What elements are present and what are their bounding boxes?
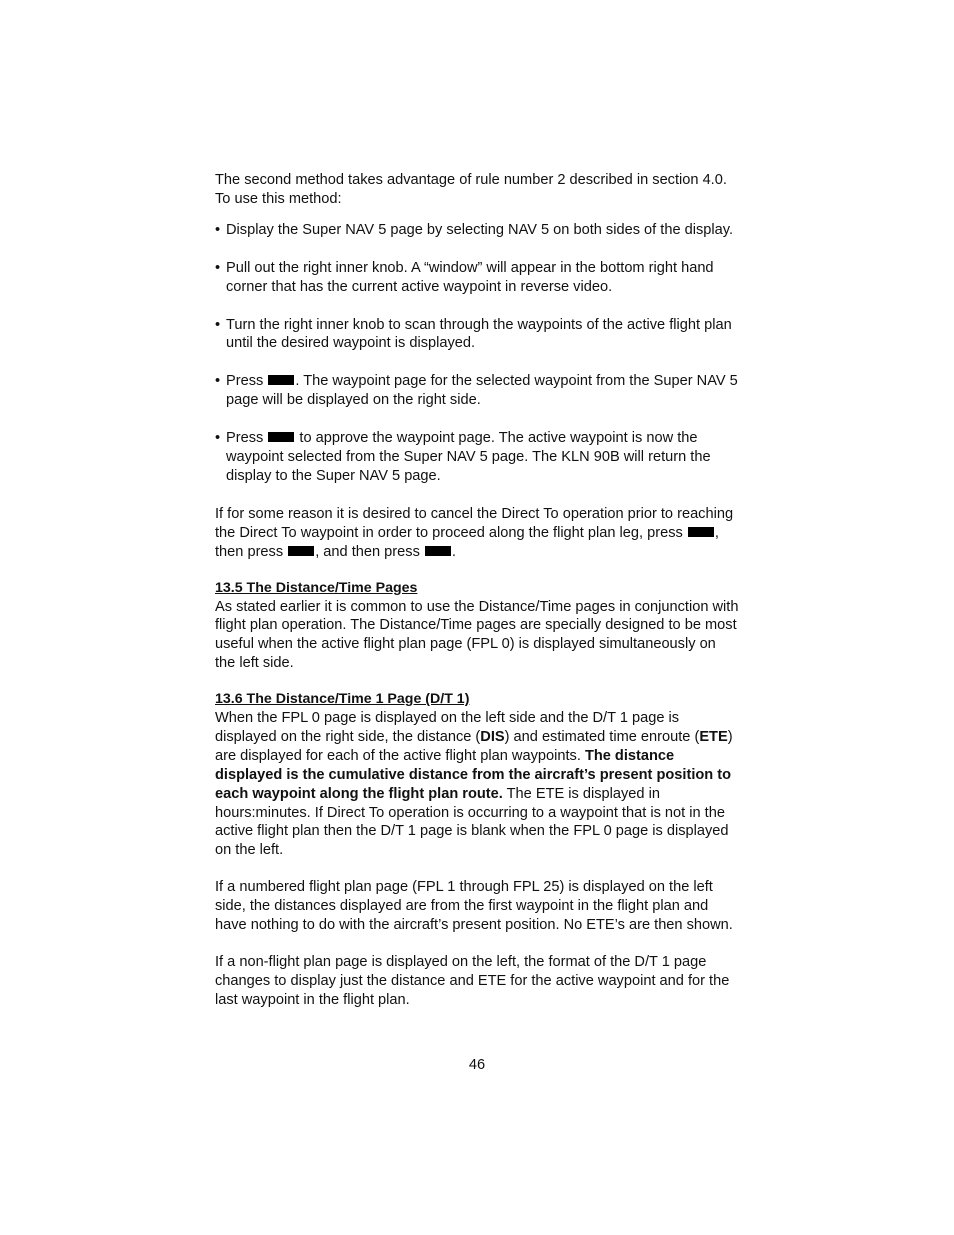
bullet-item bbox=[215, 372, 740, 410]
bullet-text: Turn the right inner knob to scan through the waypoints of the active flight plan until the desired waypoint is displayed. bbox=[226, 316, 732, 352]
emphasis-text: The distance displayed is the cumulative distance from the aircraft’s present position to each waypoint along the flight plan route. bbox=[215, 747, 732, 802]
body-text: The ETE is displayed in hours:minutes. If Direct To operation is occurring to a waypoint that is not in the active flight plan then the D/T 1 page is blank when the FPL 0 page is displayed on the left. bbox=[215, 785, 729, 859]
section-13-5 bbox=[215, 579, 740, 674]
intro-paragraph: The second method takes advantage of rule number 2 described in section 4.0. To use this method: bbox=[215, 172, 727, 207]
body-text: ) are displayed for each of the active flight plan waypoints. bbox=[215, 728, 733, 764]
bullet-text-post: to approve the waypoint page. The active waypoint is now the waypoint selected from the Super NAV 5 page. The KLN 90B will return the display to the Super NAV 5 page. bbox=[226, 430, 711, 484]
bullet-item bbox=[215, 259, 740, 297]
dis-label: DIS bbox=[480, 728, 505, 745]
bullet-text: Display the Super NAV 5 page by selecting NAV 5 on both sides of the display. bbox=[226, 221, 734, 238]
section-heading: 13.6 The Distance/Time 1 Page (D/T 1) bbox=[215, 691, 470, 708]
cancel-text-1: If for some reason it is desired to cancel the Direct To operation prior to reaching the Direct To waypoint in order to proceed along the flight plan leg, press bbox=[215, 505, 734, 541]
cancel-text-3: , and then press bbox=[315, 543, 424, 560]
direct-to-key-icon bbox=[688, 527, 714, 537]
section-body-p1 bbox=[215, 709, 740, 860]
bullet-text-pre: Press bbox=[226, 430, 268, 447]
section-body-p2: If a numbered flight plan page (FPL 1 through FPL 25) is displayed on the left side, the distances displayed are from the first waypoint in the flight plan and have nothing to do with the aircraft’s present position. No ETE’s are then shown. bbox=[215, 879, 733, 934]
ent-key-icon bbox=[425, 546, 451, 556]
bullet-symbol: • bbox=[215, 430, 221, 447]
cancel-text-2: , then press bbox=[215, 524, 719, 560]
bullet-item bbox=[215, 221, 740, 240]
section-heading: 13.5 The Distance/Time Pages bbox=[215, 579, 418, 596]
bullet-text-post: . The waypoint page for the selected waypoint from the Super NAV 5 page will be displayed on the right side. bbox=[226, 373, 738, 409]
ete-label: ETE bbox=[699, 728, 728, 745]
bullet-symbol: • bbox=[215, 259, 221, 276]
section-body: As stated earlier it is common to use the Distance/Time pages in conjunction with flight plan operation. The Distance/Time pages are specially designed to be most useful when the active flight plan page (FPL 0) is displayed simultaneously on the left side. bbox=[215, 598, 739, 672]
bullet-text: Pull out the right inner knob. A “window” will appear in the bottom right hand corner that has the current active waypoint in reverse video. bbox=[226, 259, 714, 295]
section-13-6 bbox=[215, 690, 740, 1010]
cancel-text-4: . bbox=[451, 543, 456, 560]
body-text: When the FPL 0 page is displayed on the left side and the D/T 1 page is displayed on the right side, the distance ( bbox=[215, 710, 680, 745]
bullet-symbol: • bbox=[215, 316, 221, 333]
bullet-symbol: • bbox=[215, 221, 221, 238]
bullet-text-pre: Press bbox=[226, 373, 268, 390]
bullet-item bbox=[215, 316, 740, 354]
section-body-p3: If a non-flight plan page is displayed on the left, the format of the D/T 1 page changes to display just the distance and ETE for the active waypoint and for the last waypoint in the flight plan. bbox=[215, 954, 730, 1008]
page-number: 46 bbox=[468, 1057, 486, 1073]
clr-key-icon bbox=[288, 546, 314, 556]
ent-key-icon bbox=[268, 432, 294, 442]
bullet-symbol: • bbox=[215, 373, 221, 390]
body-text: ) and estimated time enroute ( bbox=[504, 728, 700, 745]
cancel-direct-to-paragraph bbox=[215, 505, 740, 562]
manual-page-content bbox=[215, 171, 740, 1010]
bullet-item bbox=[215, 429, 740, 486]
ent-key-icon bbox=[268, 375, 294, 385]
